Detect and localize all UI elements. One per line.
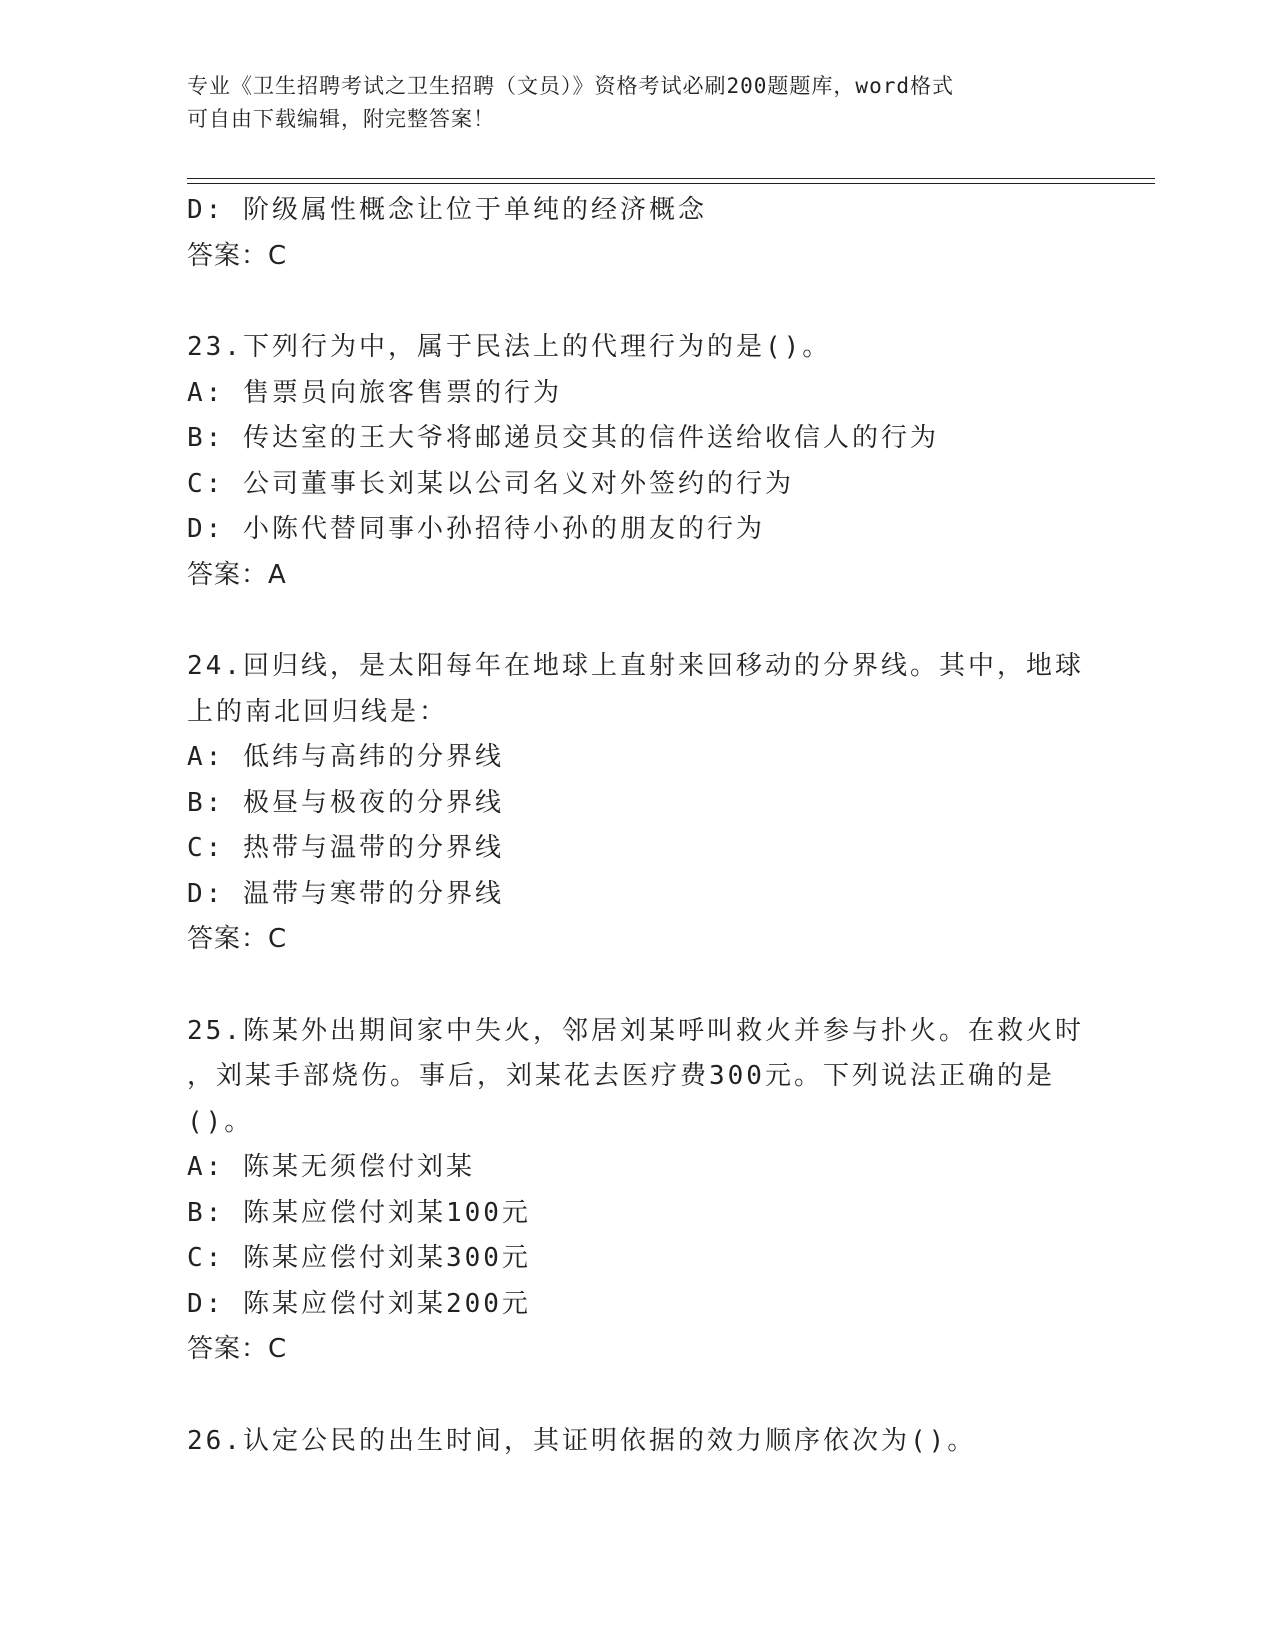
option-c: C: 公司董事长刘某以公司名义对外签约的行为 [187,468,794,499]
question-stem: 23.下列行为中，属于民法上的代理行为的是()。 [187,332,832,362]
spacer [187,1373,1087,1419]
header-line-1: 专业《卫生招聘考试之卫生招聘（文员）》资格考试必刷200题题库，word格式 [187,74,954,98]
question-stem-continued: 上的南北回归线是： [187,696,449,727]
option-a: A: 陈某无须偿付刘某 [187,1152,475,1182]
previous-answer: 答案：C [187,240,288,271]
option-c: C: 陈某应偿付刘某300元 [187,1243,531,1273]
answer: 答案：A [187,559,287,590]
question-stem: 26.认定公民的出生时间，其证明依据的效力顺序依次为()。 [187,1425,977,1456]
header-divider-bottom [187,183,1155,184]
option-a: A: 低纬与高纬的分界线 [187,742,504,772]
spacer [187,963,1087,1009]
question-25 [187,1009,1087,1373]
question-24 [187,644,1087,963]
answer: 答案：C [187,924,288,954]
option-b: B: 传达室的王大爷将邮递员交其的信件送给收信人的行为 [187,423,939,453]
option-a: A: 售票员向旅客售票的行为 [187,377,562,408]
option-b: B: 陈某应偿付刘某100元 [187,1197,531,1228]
header-line-2: 可自由下载编辑，附完整答案！ [187,107,495,131]
spacer [187,598,1087,644]
option-b: B: 极昼与极夜的分界线 [187,787,504,818]
question-26 [187,1419,1087,1465]
question-stem: 24.回归线，是太阳每年在地球上直射来回移动的分界线。其中，地球 [187,651,1084,681]
question-stem-continued: ，刘某手部烧伤。事后，刘某花去医疗费300元。下列说法正确的是 [187,1061,1055,1091]
spacer [187,279,1087,325]
option-d: D: 陈某应偿付刘某200元 [187,1288,531,1319]
previous-option-d: D: 阶级属性概念让位于单纯的经济概念 [187,195,707,225]
option-d: D: 小陈代替同事小孙招待小孙的朋友的行为 [187,514,765,544]
question-stem-continued: ()。 [187,1106,254,1137]
header-divider-top [187,178,1155,179]
document-header [187,70,1087,136]
answer: 答案：C [187,1334,288,1364]
question-23 [187,325,1087,598]
question-list [187,188,1087,1464]
option-d: D: 温带与寒带的分界线 [187,878,504,909]
option-c: C: 热带与温带的分界线 [187,833,504,863]
question-stem: 25.陈某外出期间家中失火，邻居刘某呼叫救火并参与扑火。在救火时 [187,1015,1084,1046]
